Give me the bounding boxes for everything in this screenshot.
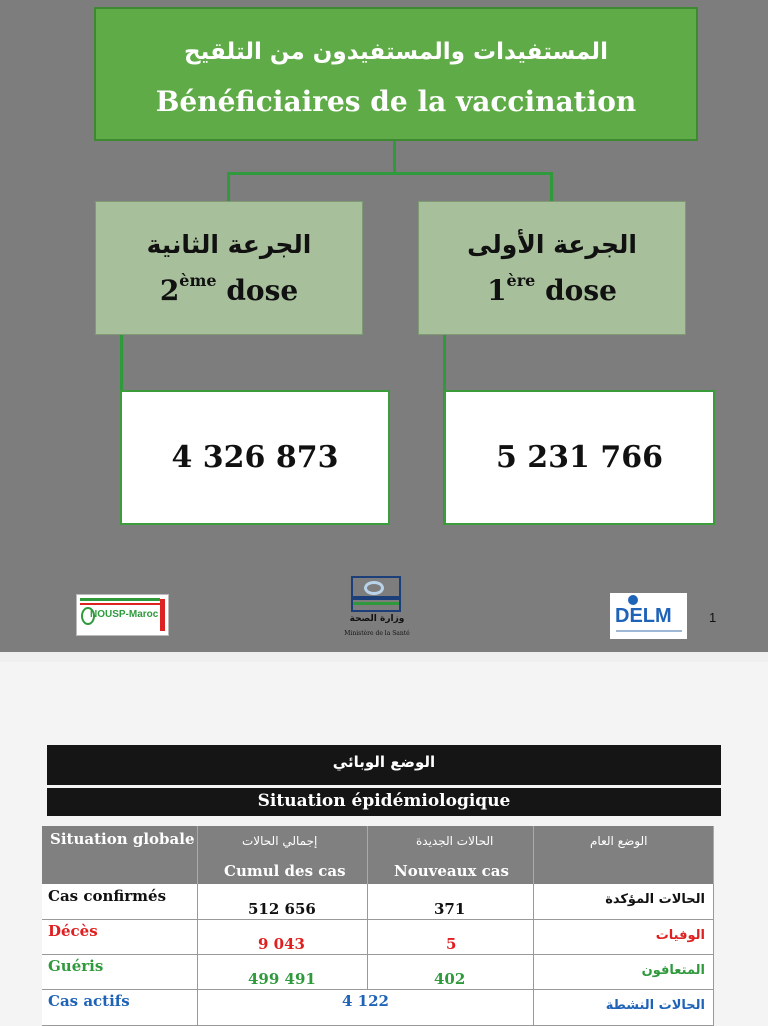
connector-line [227,172,230,202]
table-row-cell: 402 [368,955,534,990]
connector-line [227,172,553,175]
table-row-cell: Cas confirmés [42,884,198,920]
title-arabic: المستفيدات والمستفيدون من التلقيح [184,39,608,65]
table-row-cell: 371 [368,884,534,920]
connector-line [393,141,396,174]
title-french: Bénéficiaires de la vaccination [155,85,637,118]
banner-arabic: الوضع الوبائي [47,745,721,785]
first-dose-box [418,201,686,335]
header-nouveaux: الحالات الجديدة Nouveaux cas [368,826,534,884]
table-row-cell: الوفيات [534,920,714,955]
table-row-cell: 499 491 [198,955,368,990]
nousp-logo: NOUSP-Maroc [76,594,169,636]
table-row-cell: 9 043 [198,920,368,955]
ministry-of-health-logo: وزارة الصحة Ministère de la Santé [347,574,407,640]
header-situation-globale: Situation globale [42,826,198,884]
first-dose-label: 1ère dose [487,270,617,307]
table-row-cell: Guéris [42,955,198,990]
first-dose-value-box [444,390,715,525]
table-row-cell: الحالات المؤكدة [534,884,714,920]
table-row-cell: المتعافون [534,955,714,990]
header-arabic: الوضع العام [534,826,714,884]
delm-logo: DELM [610,593,687,639]
first-dose-value: 5 231 766 [495,440,663,475]
second-dose-label: 2ème dose [159,270,299,307]
table-row-cell: الحالات النشطة [534,990,714,1026]
second-dose-arabic: الجرعة الثانية [146,230,312,259]
title-box [94,7,698,141]
connector-line [550,172,553,202]
table-row-cell: 5 [368,920,534,955]
second-dose-value-box [120,390,390,525]
header-cumul: إجمالي الحالات Cumul des cas [198,826,368,884]
table-row-cell: Cas actifs [42,990,198,1026]
page-gap [0,652,768,662]
second-dose-value: 4 326 873 [171,440,339,475]
second-dose-box [95,201,363,335]
table-row-cell: 512 656 [198,884,368,920]
table-row-cell: 4 122 [198,990,534,1026]
banner-french: Situation épidémiologique [47,788,721,816]
page-number: 1 [709,610,717,625]
table-row-cell: Décès [42,920,198,955]
first-dose-arabic: الجرعة الأولى [467,230,637,259]
